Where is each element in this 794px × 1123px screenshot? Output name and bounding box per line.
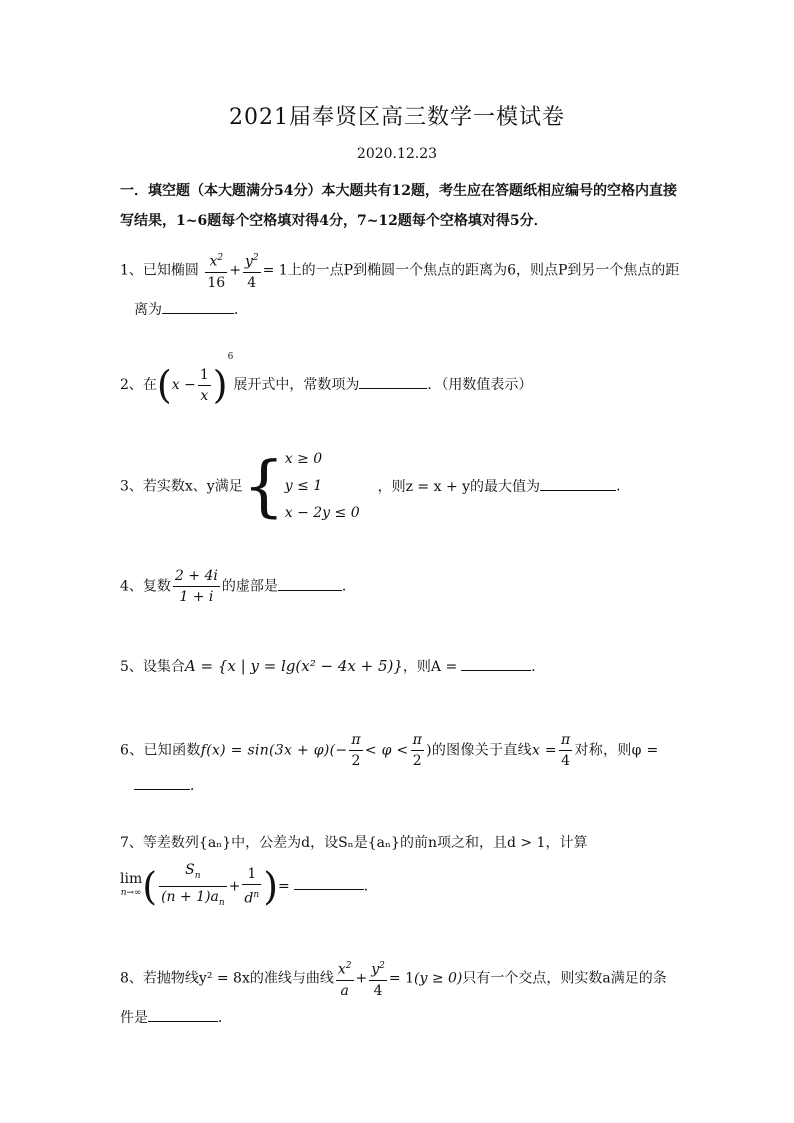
answer-blank-4[interactable]: [278, 576, 342, 591]
q3-prefix: 3、若实数x、y满足: [120, 478, 243, 495]
q1-prefix: 1、已知椭圆: [120, 262, 199, 279]
q7-line1: 7、等差数列{aₙ}中，公差为d，设Sₙ是{aₙ}的前n项之和，且d > 1，计算: [120, 835, 588, 851]
question-4: [120, 566, 356, 607]
q3-constraints: [285, 446, 360, 527]
q6-end: ．: [190, 778, 204, 794]
exam-date: 2020.12.23: [356, 146, 438, 162]
q7-end: ．: [363, 878, 378, 895]
q6-function: f(x) = sin(3x + φ)(−: [200, 742, 348, 759]
q1-mid: 上的一点P到椭圆一个焦点的距离为6，则点P到另一个焦点的距: [287, 262, 680, 279]
q4-numerator: 2 + 4i: [173, 566, 220, 587]
question-5: [120, 656, 545, 676]
q2-prefix: 2、在: [120, 377, 157, 393]
q1-tail: 离为: [134, 301, 162, 318]
answer-blank-7[interactable]: [294, 875, 364, 890]
question-3: 3、若实数x、y满足{ x ≥ 0 y ≤ 1 x − 2y ≤ 0 ，则z = x + y的最大值为 ．: [120, 446, 630, 527]
q6-frac-1: $\frac{\pi}{2}$: [351, 732, 361, 769]
q2-frac: $\frac{1}{x}$: [199, 366, 209, 404]
answer-blank-3[interactable]: [540, 476, 616, 491]
q4-prefix: 4、复数: [120, 578, 171, 595]
q2-end: ．（用数值表示）: [427, 377, 533, 393]
question-6: 6、已知函数f(x) = sin(3x + φ)(− $\frac{\pi}{2}$ < φ < $\frac{\pi}{2}$ )的图像关于直线x = $\frac{\pi}{4}$ 对称，则φ = ．: [120, 732, 659, 794]
section-heading: 一．填空题（本大题满分54分）本大题共有12题，考生应在答题纸相应编号的空格内直接写结果，1~6题每个空格填对得4分，7~12题每个空格填对得5分．: [120, 183, 677, 229]
q4-mid: 的虚部是: [221, 578, 278, 595]
question-1: 1、已知椭圆 $\frac{x^2}{16}$ + $\frac{y^2}{4}$ = 1上的一点P到椭圆一个焦点的距离为6，则点P到另一个焦点的距 离为 ．: [120, 248, 679, 319]
q7-lim: lim: [120, 871, 143, 888]
q7-frac-2: $\frac{1}{d^n}$: [244, 865, 260, 907]
q6-frac-2: $\frac{\pi}{2}$: [412, 732, 423, 769]
q6-mid3: 对称，则φ =: [574, 742, 659, 759]
q2-mid: 展开式中，常数项为: [233, 377, 360, 393]
q8-frac-x: $\frac{x^2}{a}$: [336, 956, 354, 1001]
q4-denominator: 1 + i: [179, 589, 214, 605]
q7-limit: [120, 872, 142, 900]
q5-mid: ，则A =: [402, 659, 458, 675]
q7-frac-1: $\frac{S_n}{(n + 1)a_n}$: [161, 862, 225, 908]
page-title: 2021届奉贤区高三数学一模试卷: [229, 105, 565, 130]
q8-prefix: 8、若抛物线y² = 8x的准线与曲线: [120, 970, 334, 987]
q5-set-expression: A = {x | y = lg(x² − 4x + 5)}: [184, 657, 403, 675]
q8-mid: 只有一个交点，则实数a满足的条: [462, 970, 667, 987]
q8-end: ．: [218, 1009, 232, 1026]
question-8: 8、若抛物线y² = 8x的准线与曲线 $\frac{x^2}{a}$ + $\frac{y^2}{4}$ = 1(y ≥ 0)只有一个交点，则实数a满足的条 件是 ．: [120, 956, 667, 1027]
q6-prefix: 6、已知函数: [120, 742, 201, 759]
q5-prefix: 5、设集合: [120, 659, 185, 675]
q4-end: ．: [341, 578, 356, 595]
answer-blank-6[interactable]: [134, 775, 190, 790]
q1-frac-x: $\frac{x^2}{16}$: [205, 248, 227, 293]
q3-row2: y ≤ 1: [284, 478, 323, 494]
q3-mid: ，则z = x + y的最大值为: [377, 478, 541, 495]
answer-blank-8[interactable]: [148, 1007, 218, 1022]
q3-row1: x ≥ 0: [284, 451, 323, 467]
answer-blank-2[interactable]: [359, 374, 427, 389]
question-7: 7、等差数列{aₙ}中，公差为d，设Sₙ是{aₙ}的前n项之和，且d > 1，计算 lim n→∞ ( $\frac{S_n}{(n + 1)a_n}$ + $\frac{1}{d^n}$ )= ．: [120, 832, 587, 913]
q8-frac-y: $\frac{y^2}{4}$: [369, 956, 387, 1001]
answer-blank-1[interactable]: [162, 299, 234, 314]
q6-mid2: )的图像关于直线: [426, 742, 532, 759]
q7-lim-sub: n→∞: [120, 888, 142, 899]
q8-tail: 件是: [120, 1009, 148, 1026]
q3-end: ．: [616, 478, 631, 495]
q3-row3: x − 2y ≤ 0: [284, 505, 360, 521]
q1-end: ．: [234, 301, 248, 318]
q6-range: < φ <: [364, 742, 409, 759]
q1-frac-y: $\frac{y^2}{4}$: [243, 248, 261, 293]
q4-frac: [173, 566, 220, 607]
answer-blank-5[interactable]: [461, 656, 531, 671]
question-2: 2、在(x − $\frac{1}{x}$ )$^6$展开式中，常数项为 ．（用数值表示）: [120, 352, 533, 407]
q5-end: ．: [531, 659, 546, 675]
q6-frac-3: $\frac{\pi}{4}$: [560, 732, 571, 769]
